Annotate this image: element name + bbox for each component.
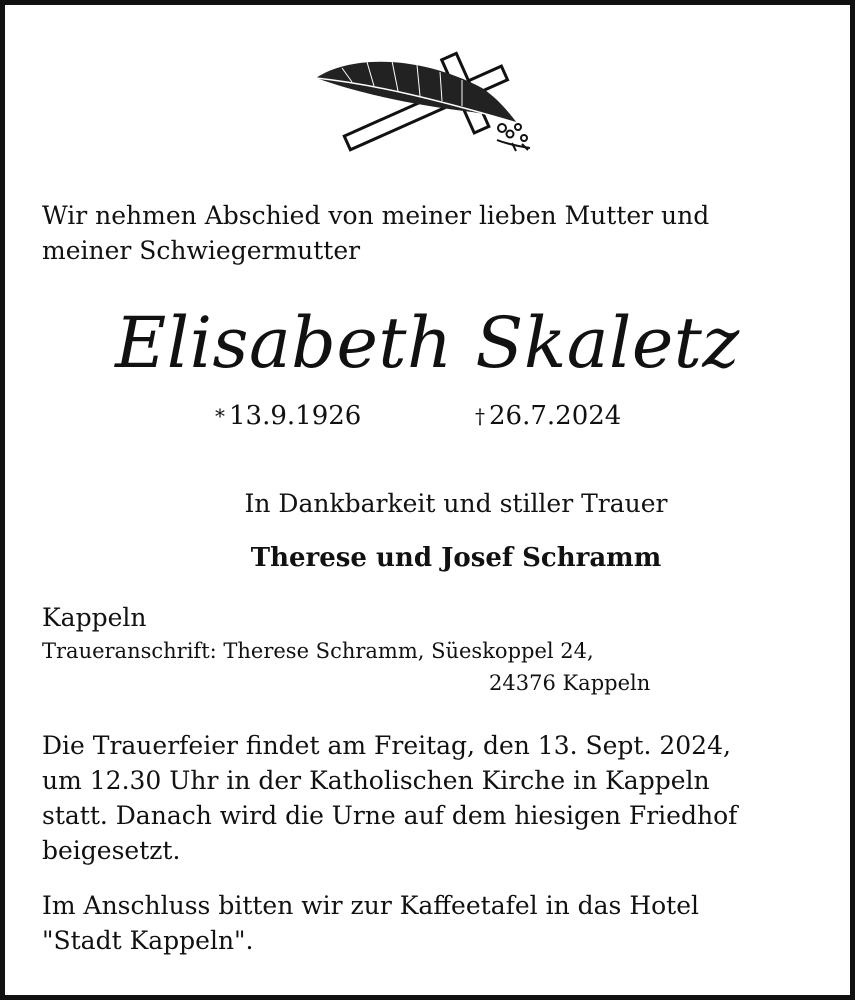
ceremony-line-3: statt. Danach wird die Urne auf dem hiesigen Friedhof <box>42 801 738 830</box>
ceremony-text <box>42 728 832 868</box>
death-date <box>475 398 621 434</box>
deceased-name: Elisabeth Skaletz <box>115 302 740 384</box>
ceremony-line-1: Die Trauerfeier findet am Freitag, den 13. Sept. 2024, <box>42 731 731 760</box>
reception-line-1: Im Anschluss bitten wir zur Kaffeetafel in das Hotel <box>42 891 700 920</box>
gratitude-line: In Dankbarkeit und stiller Trauer <box>244 489 668 518</box>
ceremony-line-4: beigesetzt. <box>42 836 181 865</box>
death-date-value: 26.7.2024 <box>489 401 622 431</box>
birth-symbol: * <box>215 404 225 428</box>
intro-line-1: Wir nehmen Abschied von meiner lieben Mutter und <box>42 201 710 230</box>
place-name: Kappeln <box>42 603 147 632</box>
mourning-address-line-2: 24376 Kappeln <box>489 671 651 695</box>
reception-line-2: "Stadt Kappeln". <box>42 926 254 955</box>
intro-text <box>42 198 822 268</box>
ceremony-line-2: um 12.30 Uhr in der Katholischen Kirche in Kappeln <box>42 766 710 795</box>
mourning-address-line-1: Traueranschrift: Therese Schramm, Süeskoppel 24, <box>42 639 594 663</box>
mourner-names: Therese und Josef Schramm <box>250 543 662 573</box>
death-symbol: † <box>475 404 485 428</box>
cross-with-feather-icon <box>312 48 542 156</box>
intro-line-2: meiner Schwiegermutter <box>42 236 361 265</box>
reception-text <box>42 888 832 958</box>
birth-date <box>215 398 361 434</box>
birth-date-value: 13.9.1926 <box>229 401 362 431</box>
